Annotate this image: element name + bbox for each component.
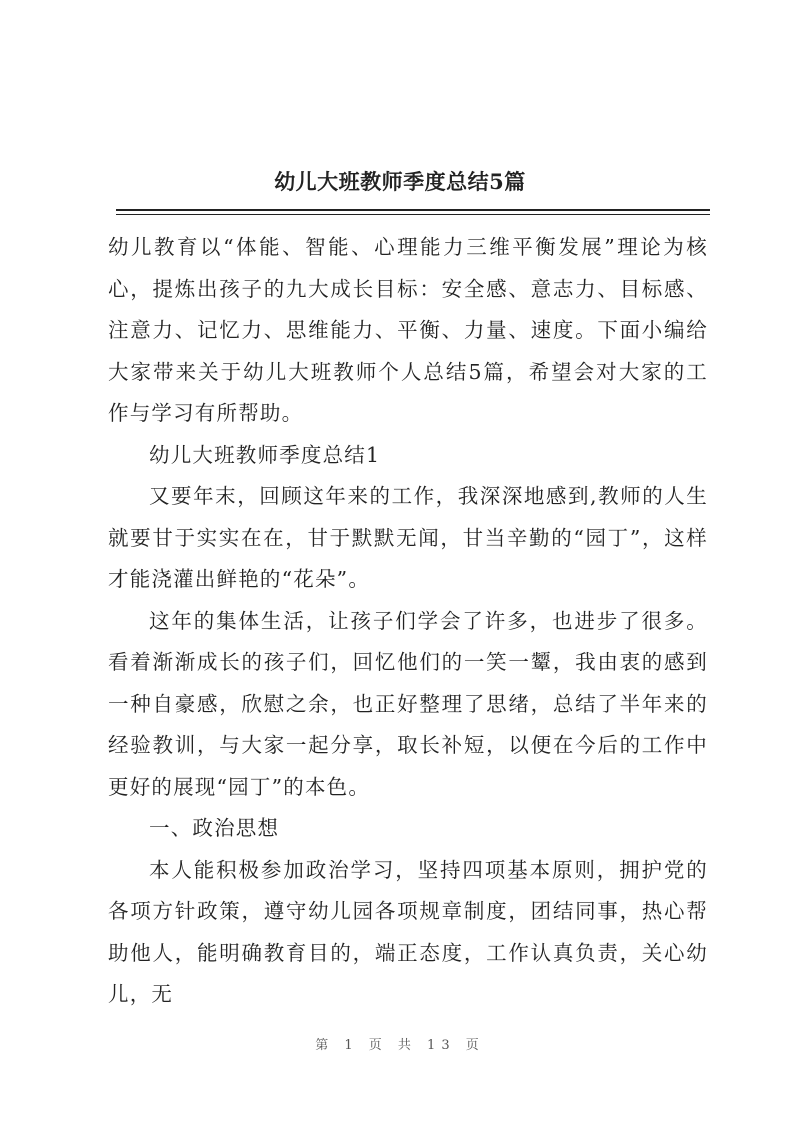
document-body (108, 227, 708, 1016)
page-footer: 第 1 页 共 13 页 (315, 1038, 485, 1053)
body-paragraph: 本人能积极参加政治学习，坚持四项基本原则，拥护党的各项方针政策，遵守幼儿园各项规章制度，团结同事，热心帮助他人，能明确教育目的，端正态度，工作认真负责，关心幼儿，无 (108, 857, 708, 1006)
title-divider-thick (116, 209, 710, 211)
subsection-heading: 一、政治思想 (149, 816, 280, 840)
intro-paragraph: 幼儿教育以“体能、智能、心理能力三维平衡发展”理论为核心，提炼出孩子的九大成长目标：安全感、意志力、目标感、注意力、记忆力、思维能力、平衡、力量、速度。下面小编给大家带来关于幼儿大班教师个人总结5篇，希望会对大家的工作与学习有所帮助。 (108, 235, 708, 425)
title-divider-thin (116, 214, 710, 215)
section-heading: 幼儿大班教师季度总结1 (149, 442, 381, 467)
body-paragraph: 又要年末，回顾这年来的工作，我深深地感到,教师的人生就要甘于实实在在，甘于默默无闻，甘当辛勤的“园丁”，这样才能浇灌出鲜艳的“花朵”。 (108, 484, 708, 591)
document-title: 幼儿大班教师季度总结5篇 (274, 169, 526, 194)
body-paragraph: 这年的集体生活，让孩子们学会了许多，也进步了很多。看着渐渐成长的孩子们，回忆他们的一笑一颦，我由衷的感到一种自豪感，欣慰之余，也正好整理了思绪，总结了半年来的经验教训，与大家一起分享，取长补短，以便在今后的工作中更好的展现“园丁”的本色。 (108, 608, 708, 799)
